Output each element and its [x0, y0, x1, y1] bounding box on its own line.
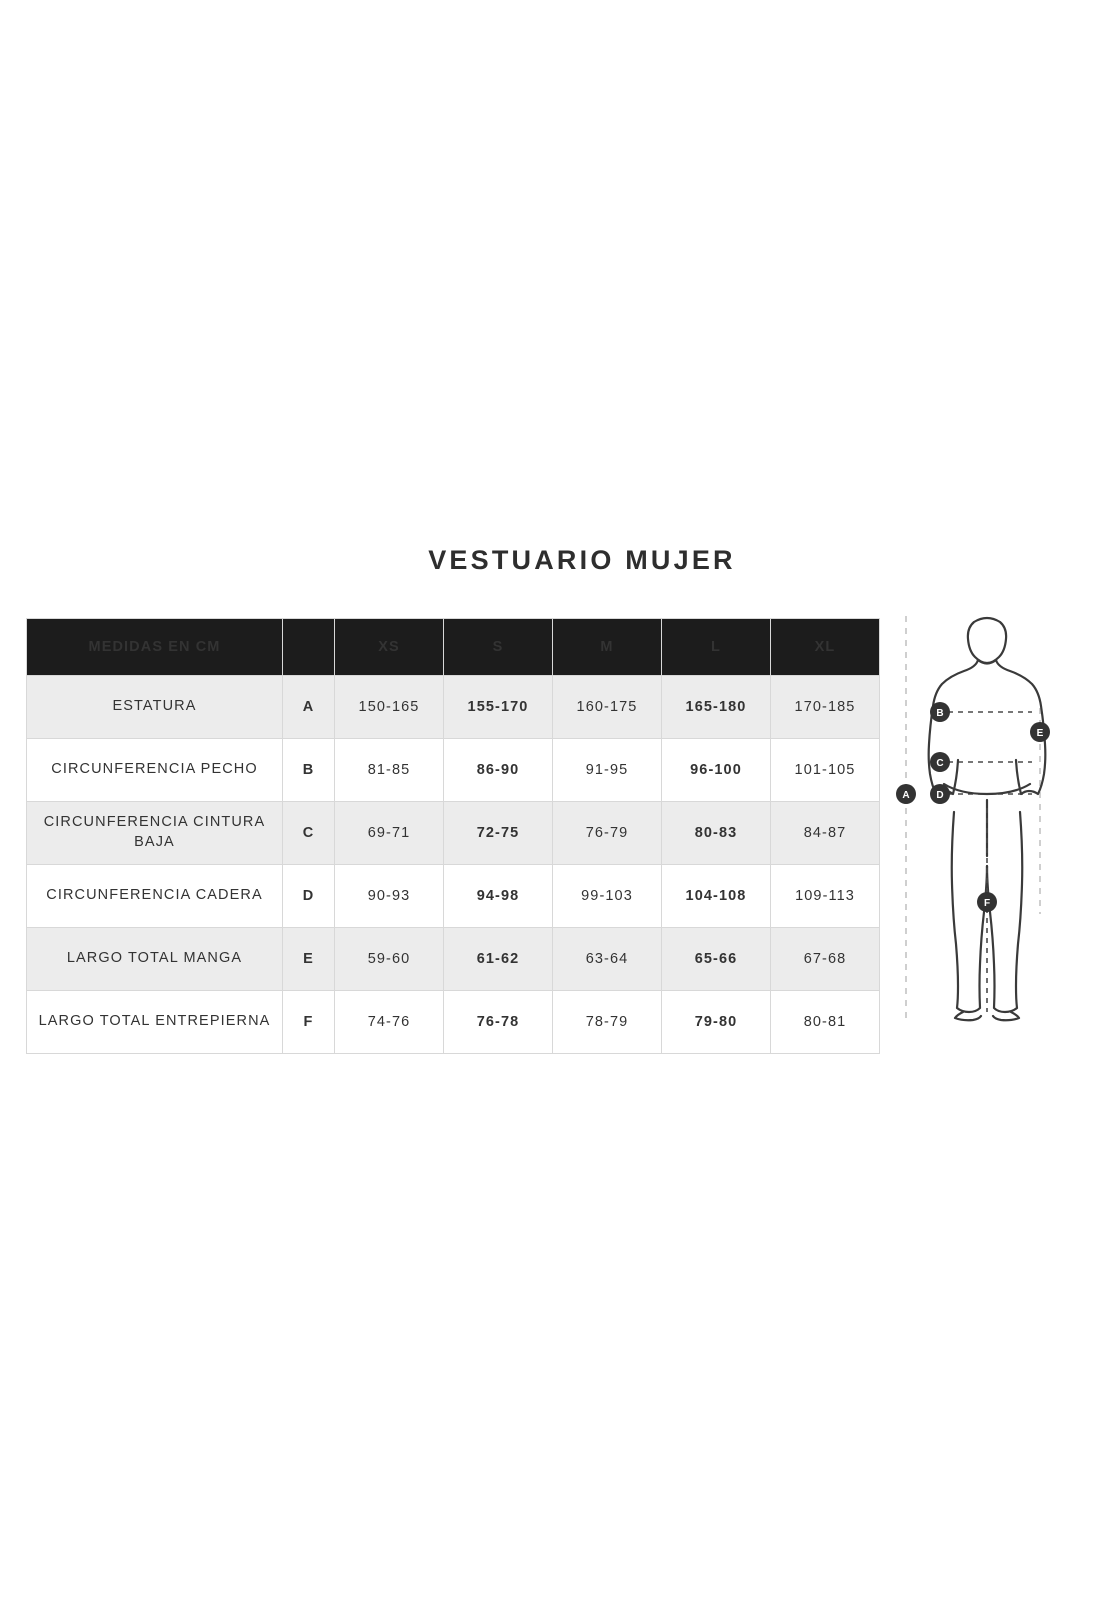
cell-m: 91-95	[553, 739, 662, 802]
marker-f	[977, 892, 997, 912]
cell-m: 78-79	[553, 991, 662, 1054]
marker-a	[896, 784, 916, 804]
header-size-xs: XS	[335, 619, 444, 676]
row-key: D	[283, 865, 335, 928]
size-table-container	[26, 618, 878, 1054]
svg-text:C: C	[936, 758, 944, 769]
cell-s: 155-170	[444, 676, 553, 739]
cell-l: 96-100	[662, 739, 771, 802]
table-row	[27, 865, 880, 928]
table-body	[27, 676, 880, 1054]
row-key: A	[283, 676, 335, 739]
row-key: B	[283, 739, 335, 802]
row-label: CIRCUNFERENCIA CINTURA BAJA	[27, 802, 283, 865]
row-label: LARGO TOTAL ENTREPIERNA	[27, 991, 283, 1054]
header-key	[283, 619, 335, 676]
cell-xl: 84-87	[771, 802, 880, 865]
cell-m: 99-103	[553, 865, 662, 928]
cell-xl: 101-105	[771, 739, 880, 802]
row-label: CIRCUNFERENCIA CADERA	[27, 865, 283, 928]
body-diagram-svg	[892, 612, 1082, 1024]
cell-xs: 59-60	[335, 928, 444, 991]
cell-m: 63-64	[553, 928, 662, 991]
body-diagram	[892, 612, 1082, 1024]
table-row	[27, 991, 880, 1054]
cell-m: 76-79	[553, 802, 662, 865]
table-row	[27, 802, 880, 865]
header-measures: MEDIDAS EN CM	[27, 619, 283, 676]
row-key: F	[283, 991, 335, 1054]
row-key: C	[283, 802, 335, 865]
cell-s: 61-62	[444, 928, 553, 991]
table-header	[27, 619, 880, 676]
table-row	[27, 928, 880, 991]
cell-xs: 150-165	[335, 676, 444, 739]
cell-xs: 81-85	[335, 739, 444, 802]
cell-l: 165-180	[662, 676, 771, 739]
size-table	[26, 618, 880, 1054]
table-row	[27, 739, 880, 802]
row-label: CIRCUNFERENCIA PECHO	[27, 739, 283, 802]
row-key: E	[283, 928, 335, 991]
cell-xl: 170-185	[771, 676, 880, 739]
table-header-row	[27, 619, 880, 676]
marker-e	[1030, 722, 1050, 742]
cell-l: 104-108	[662, 865, 771, 928]
row-label: LARGO TOTAL MANGA	[27, 928, 283, 991]
header-size-xl: XL	[771, 619, 880, 676]
page-title: VESTUARIO MUJER	[428, 545, 736, 575]
cell-xs: 74-76	[335, 991, 444, 1054]
cell-xs: 90-93	[335, 865, 444, 928]
cell-xs: 69-71	[335, 802, 444, 865]
cell-l: 79-80	[662, 991, 771, 1054]
cell-xl: 109-113	[771, 865, 880, 928]
header-size-m: M	[553, 619, 662, 676]
cell-xl: 80-81	[771, 991, 880, 1054]
header-size-s: S	[444, 619, 553, 676]
svg-text:B: B	[936, 708, 944, 719]
cell-xl: 67-68	[771, 928, 880, 991]
svg-text:A: A	[902, 790, 910, 801]
cell-s: 86-90	[444, 739, 553, 802]
svg-text:E: E	[1036, 728, 1044, 739]
cell-s: 94-98	[444, 865, 553, 928]
marker-b	[930, 702, 950, 722]
cell-s: 76-78	[444, 991, 553, 1054]
marker-d	[930, 784, 950, 804]
cell-l: 65-66	[662, 928, 771, 991]
marker-c	[930, 752, 950, 772]
row-label: ESTATURA	[27, 676, 283, 739]
svg-text:D: D	[936, 790, 944, 801]
cell-m: 160-175	[553, 676, 662, 739]
cell-s: 72-75	[444, 802, 553, 865]
table-row	[27, 676, 880, 739]
cell-l: 80-83	[662, 802, 771, 865]
svg-text:F: F	[983, 898, 991, 909]
header-size-l: L	[662, 619, 771, 676]
